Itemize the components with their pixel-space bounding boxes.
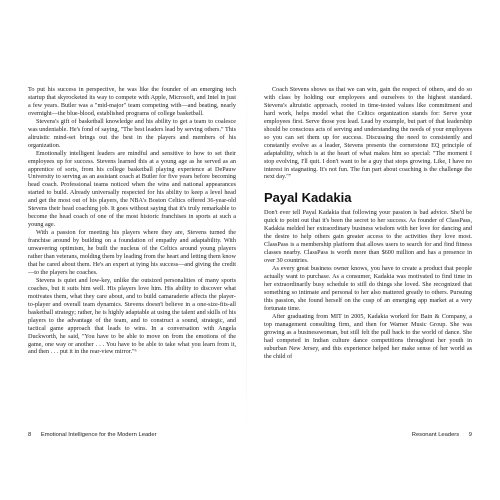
left-paragraph-1: To put his success in perspective, he was like the founder of an emerging tech startup that skyrocketed its way to compete with Apple, Microsoft, and Intel in just a few years. Butler was a "mid-major" team competing with—and beating, nearly overnight—the blue-blood, established programs of college basketball. xyxy=(28,86,236,117)
left-page-number: 8 xyxy=(28,432,32,438)
right-footer xyxy=(264,432,472,438)
right-paragraph-4: After graduating from MIT in 2005, Kadakia worked for Bain & Company, a top management consulting firm, and then for Warner Music Group. She was growing as a businesswoman, but still felt the pull back to the world of dance. She had competed in Indian culture dance competitions throughout her youth in suburban New Jersey, and this experience helped her make sense of her world as the child of xyxy=(264,312,472,360)
left-footer xyxy=(28,432,236,438)
right-paragraph-1: Coach Stevens shows us that we can win, gain the respect of others, and do so with class by holding our employees and ourselves to the highest standard. Stevens's altruistic approach, rooted in time-tested values like commitment and hard work, helps model what the Celtics organization stands for: Serve your employees first. Serve those you lead. Lead by example, but part of that leadership should be conscious acts of serving and understanding the needs of your employees so you can set them up for success. Discussing the need to consistently and constantly evolve as a leader, Stevens presents the cornerstone EQ principle of adaptability, which is at the heart of what makes him so special: "The moment I stop evolving, I'll quit. I don't want to be a guy that stops growing. Like, I have no interest in stagnating. It's not fun. The fun part about coaching is the challenge the next day."⁷ xyxy=(264,86,472,181)
page-gutter xyxy=(246,70,247,450)
left-page xyxy=(28,86,236,426)
right-page xyxy=(264,86,472,426)
right-paragraph-3: As every great business owner knows, you have to create a product that people actually want to purchase. As a consumer, Kadakia was motivated to find time in her extraordinarily busy schedule to still do things she loved. She recognized that something so intimate and personal to her also mattered greatly to others. Pursuing this passion, she found herself on the cusp of an emerging app market at a very fortunate time. xyxy=(264,265,472,312)
left-paragraph-3: Emotionally intelligent leaders are mindful and sensitive to how to set their employees up for success. Stevens learned this at a young age as he served as an apprentice of sorts, from his college basketball playing experience at DePauw University to serving as an assistant coach at Butler for five years before becoming head coach. Professional teams noticed when the wins and national appearances started to build. Already universally respected for his ability to keep a level head and get the most out of his players, the NBA's Boston Celtics offered 36-year-old Stevens their head coaching job. It goes without saying that it's truly remarkable to become the head coach of one of the most historic franchises in sports at such a young age. xyxy=(28,149,236,229)
left-paragraph-4: With a passion for meeting his players where they are, Stevens turned the franchise around by building on a foundation of empathy and adaptability. With unwavering optimism, he built the nucleus of the Celtics around young players rather than veterans, molding them by leading from the heart and letting them know that he cared about them. He's an expert at tying his success—and giving the credit—to the players he coaches. xyxy=(28,229,236,276)
left-paragraph-5: Stevens is quiet and low-key, unlike the outsized personalities of many sports coaches, but it suits him well. His players love him. His ability to discover what motivates them, what they care about, and to build camaraderie affects the player-to-player and overall team dynamics. Stevens doesn't believe in a one-size-fits-all basketball strategy; rather, he is highly adaptable at using the talent and skills of his players to the advantage of the team, and to construct a sound, strategic, and tactical game approach that leads to wins. In a conversation with Angela Duckworth, he said, "You have to be able to move on from the emotions of the game, one way or another . . . You have to be able to take what you learn from it, and then . . . put it in the rear-view mirror."⁶ xyxy=(28,276,236,356)
right-page-number: 9 xyxy=(468,432,472,438)
section-heading: Payal Kadakia xyxy=(264,190,352,206)
right-paragraph-2: Don't ever tell Payal Kadakia that following your passion is bad advice. She'd be quick to point out that it's been the secret to her success. As founder of ClassPass, Kadakia melded her extraordinary business wisdom with her love for dancing and the desire to help others gain greater access to the activities they love most. ClassPass is a membership platform that allows users to search for and find fitness classes nearby. ClassPass is worth more than $600 million and has a presence in over 30 countries. xyxy=(264,209,472,265)
right-running-head: Resonant Leaders xyxy=(411,432,460,438)
left-paragraph-2: Stevens's gift of basketball knowledge and his ability to get a team to coalesce was undeniable. He's fond of saying, "The best leaders lead by serving others." This altruistic mind-set brings out the best in the players and members of his organization. xyxy=(28,117,236,149)
left-running-head: Emotional Intelligence for the Modern Leader xyxy=(40,432,157,438)
